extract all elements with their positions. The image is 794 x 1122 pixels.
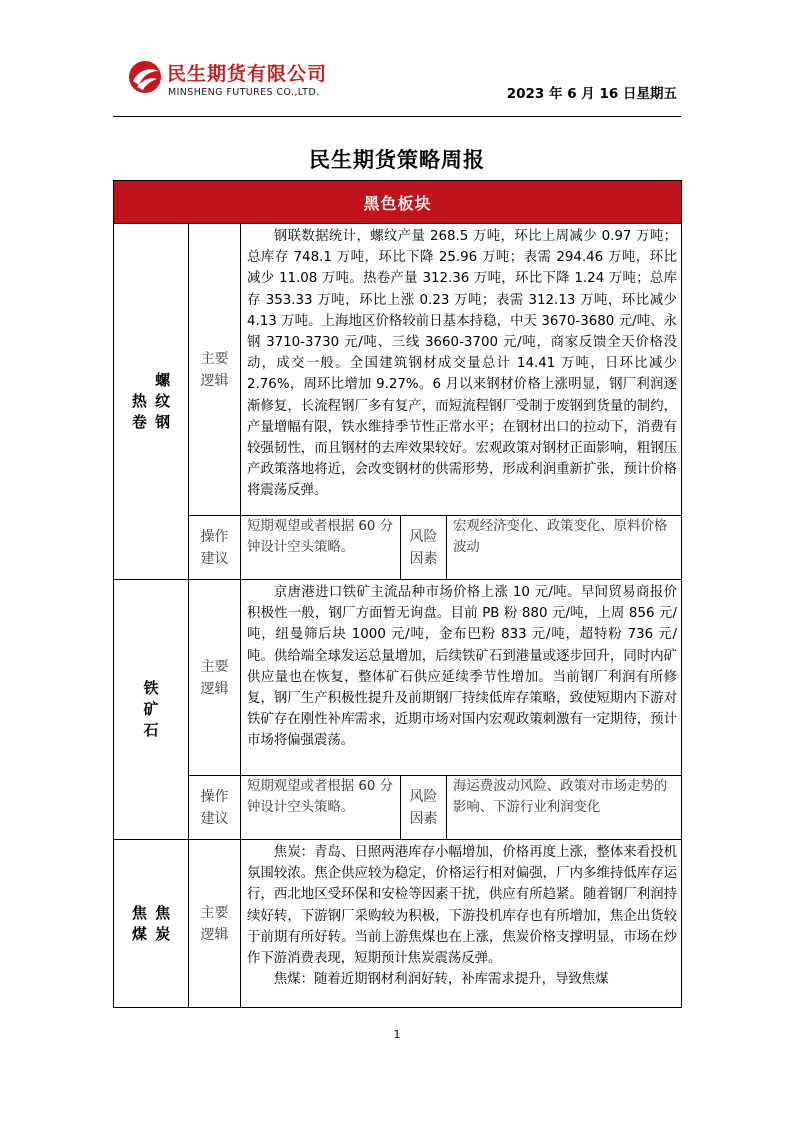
- risk-text: 海运费波动风险、政策对市场走势的影响、下游行业利润变化: [447, 776, 682, 840]
- report-date: 2023 年 6 月 16 日星期五: [506, 86, 677, 102]
- category-name-b: 螺纹钢: [155, 371, 171, 431]
- category-rebar-hotcoil: [114, 224, 189, 580]
- company-name-cn: 民生期货有限公司: [167, 63, 328, 85]
- category-name-b: 焦炭: [155, 903, 171, 943]
- logic-label: 主要逻辑: [189, 580, 241, 776]
- category-name-a: 热卷: [131, 392, 147, 431]
- logic-text: 焦炭：青岛、日照两港库存小幅增加，价格再度上涨，整体来看投机氛围较浓。焦企供应较为稳定，价格运行相对偏强，厂内多维持低库存运行，西北地区受环保和安检等因素干扰，供应有所趋紧。随着钢厂利润持续好转，下游钢厂采购较为积极，下游投机库存也有所增加，焦企出货较于前期有所好转。当前上游焦煤也在上涨，焦炭价格支撑明显，市场在炒作下游消费表现，短期预计焦炭震荡反弹。 焦煤：随着近期钢材利润好转，补库需求提升，导致焦煤: [241, 840, 682, 1008]
- strategy-table: [113, 180, 682, 1008]
- minsheng-logo-icon: [127, 59, 163, 95]
- logic-label: 主要逻辑: [189, 840, 241, 1008]
- category-name-a: 铁矿石: [143, 679, 159, 739]
- page-number: 1: [393, 1028, 401, 1041]
- advice-label: 操作建议: [189, 516, 241, 580]
- company-logo: [127, 57, 357, 97]
- section-heading: 黑色板块: [114, 181, 682, 224]
- category-iron-ore: [114, 580, 189, 840]
- advice-label: 操作建议: [189, 776, 241, 840]
- risk-label: 风险因素: [401, 516, 447, 580]
- advice-text: 短期观望或者根据 60 分钟设计空头策略。: [241, 516, 401, 580]
- advice-text: 短期观望或者根据 60 分钟设计空头策略。: [241, 776, 401, 840]
- logic-text: 钢联数据统计，螺纹产量 268.5 万吨，环比上周减少 0.97 万吨；总库存 748.1 万吨，环比下降 25.96 万吨；表需 294.46 万吨，环比减少 11.08 万吨。热卷产量 312.36 万吨，环比下降 1.24 万吨；总库存 353.33 万吨，环比上涨 0.23 万吨；表需 312.13 万吨，环比减少 4.13 万吨。上海地区价格较前日基本持稳，中天 3670-3680 元/吨、永钢 3710-3730 元/吨、三线 3660-3700 元/吨，商家反馈全天价格没动，成交一般。全国建筑钢材成交量总计 14.41 万吨，日环比减少 2.76%，周环比增加 9.27%。6 月以来钢材价格上涨明显，钢厂利润逐渐修复，长流程钢厂多有复产，而短流程钢厂受制于废钢到货量的制约，产量增幅有限，铁水维持季节性正常水平；在钢材出口的拉动下，消费有较强韧性，而且钢材的去库效果较好。宏观政策对钢材正面影响，粗钢压产政策落地将近，会改变钢材的供需形势，形成利润重新扩张，预计价格将震荡反弹。: [241, 224, 682, 516]
- page-title: 民生期货策略周报: [309, 148, 485, 172]
- header-divider: [113, 116, 681, 117]
- category-coke-coal: [114, 840, 189, 1008]
- risk-text: 宏观经济变化、政策变化、原料价格波动: [447, 516, 682, 580]
- category-name-a: 焦煤: [131, 903, 147, 943]
- logic-label: 主要逻辑: [189, 224, 241, 516]
- logic-text: 京唐港进口铁矿主流品种市场价格上涨 10 元/吨。早间贸易商报价积极性一般，钢厂方面暂无询盘。目前 PB 粉 880 元/吨，上周 856 元/吨，纽曼筛后块 1000 元/吨，金布巴粉 833 元/吨，超特粉 736 元/吨。供给端全球发运总量增加，后续铁矿石到港量或逐步回升，同时内矿供应量也在恢复，整体矿石供应延续季节性增加。当前钢厂利润有所修复，钢厂生产积极性提升及前期钢厂持续低库存策略，致使短期内下游对铁矿存在刚性补库需求，近期市场对国内宏观政策刺激有一定期待，预计市场将偏强震荡。: [241, 580, 682, 776]
- company-name-en: MINSHENG FUTURES CO.,LTD.: [168, 87, 320, 98]
- page-header: [113, 52, 681, 118]
- risk-label: 风险因素: [401, 776, 447, 840]
